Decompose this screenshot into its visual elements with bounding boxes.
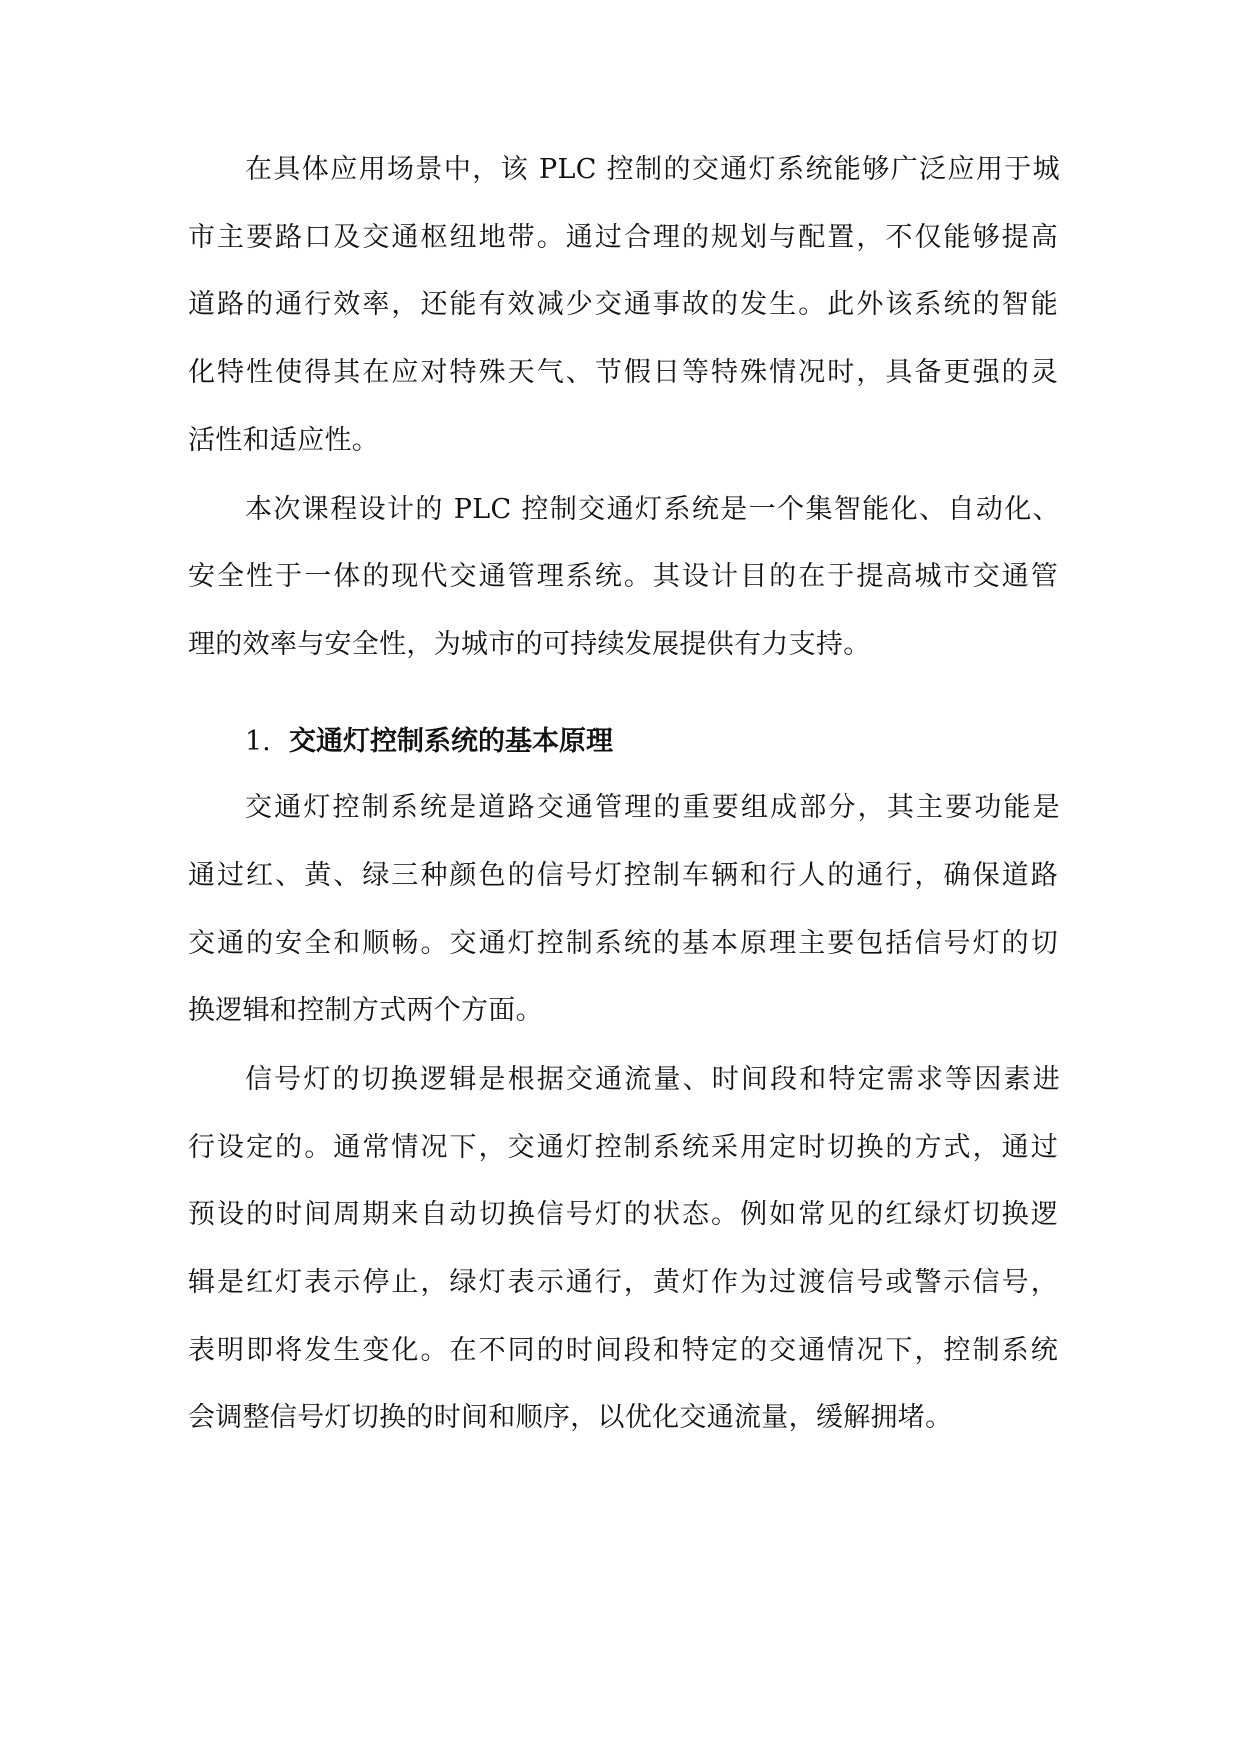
section-heading-title: 交通灯控制系统的基本原理: [289, 726, 613, 757]
paragraph-1-line-4: 化特性使得其在应对特殊天气、节假日等特殊情况时，具备更强的灵: [188, 357, 1058, 388]
paragraph-3-line-2: 通过红、黄、绿三种颜色的信号灯控制车辆和行人的通行，确保道路: [188, 860, 1058, 891]
section-heading-number: 1.: [245, 726, 271, 757]
paragraph-3-line-3: 交通的安全和顺畅。交通灯控制系统的基本原理主要包括信号灯的切: [188, 928, 1058, 959]
paragraph-4-line-5: 表明即将发生变化。在不同的时间段和特定的交通情况下，控制系统: [188, 1335, 1058, 1366]
paragraph-2-line-1: 本次课程设计的 PLC 控制交通灯系统是一个集智能化、自动化、: [245, 494, 1060, 525]
paragraph-2-line-3: 理的效率与安全性，为城市的可持续发展提供有力支持。: [188, 629, 871, 660]
paragraph-2-line-2: 安全性于一体的现代交通管理系统。其设计目的在于提高城市交通管: [188, 561, 1058, 592]
paragraph-3-line-4: 换逻辑和控制方式两个方面。: [188, 995, 543, 1026]
paragraph-4-line-4: 辑是红灯表示停止，绿灯表示通行，黄灯作为过渡信号或警示信号，: [188, 1267, 1058, 1298]
paragraph-1-line-3: 道路的通行效率，还能有效减少交通事故的发生。此外该系统的智能: [188, 289, 1058, 320]
paragraph-4-line-6: 会调整信号灯切换的时间和顺序，以优化交通流量，缓解拥堵。: [188, 1402, 953, 1433]
paragraph-4-line-1: 信号灯的切换逻辑是根据交通流量、时间段和特定需求等因素进: [245, 1064, 1060, 1095]
section-heading: [245, 722, 1045, 762]
paragraph-4-line-2: 行设定的。通常情况下，交通灯控制系统采用定时切换的方式，通过: [188, 1132, 1058, 1163]
paragraph-1-line-2: 市主要路口及交通枢纽地带。通过合理的规划与配置，不仅能够提高: [188, 222, 1058, 253]
paragraph-4-line-3: 预设的时间周期来自动切换信号灯的状态。例如常见的红绿灯切换逻: [188, 1199, 1058, 1230]
paragraph-3-line-1: 交通灯控制系统是道路交通管理的重要组成部分，其主要功能是: [245, 792, 1060, 823]
paragraph-1-line-5: 活性和适应性。: [188, 425, 380, 456]
paragraph-1-line-1: 在具体应用场景中，该 PLC 控制的交通灯系统能够广泛应用于城: [245, 154, 1060, 185]
